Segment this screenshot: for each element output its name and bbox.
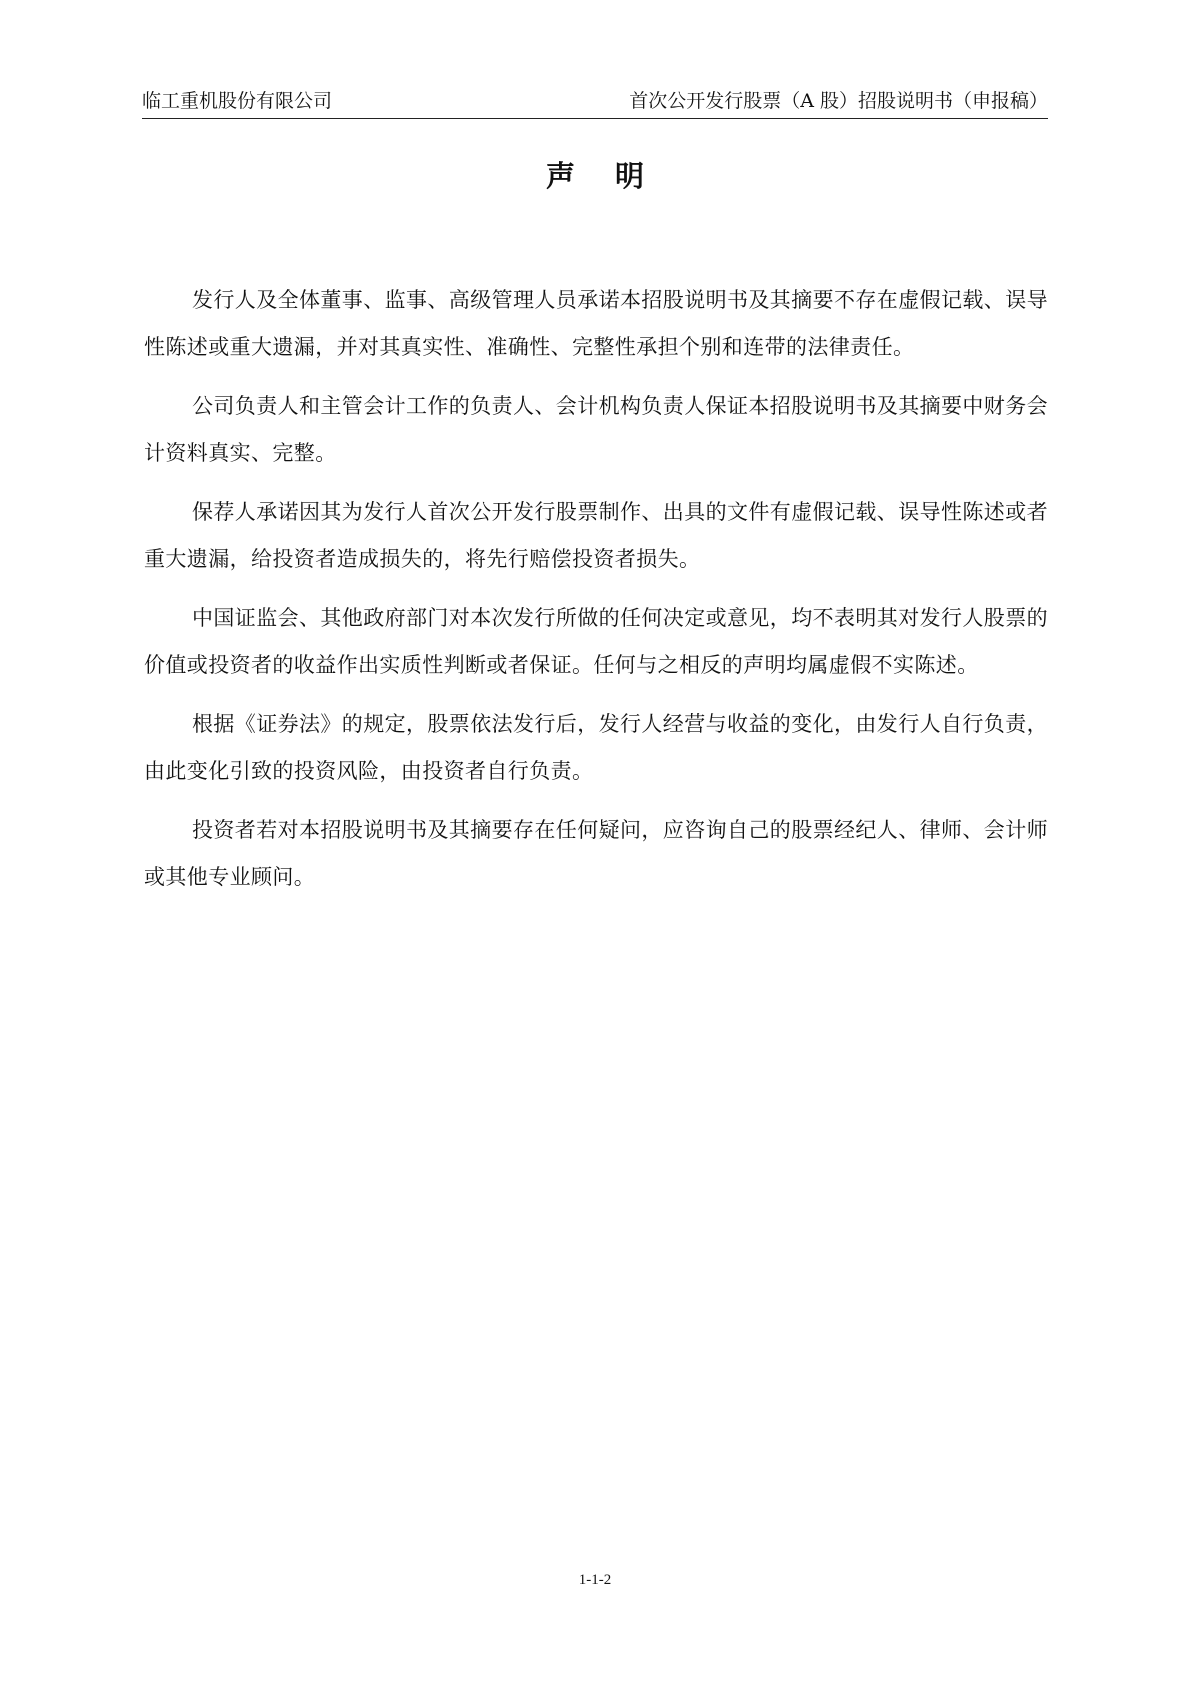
header-company-name: 临工重机股份有限公司 <box>142 90 333 112</box>
page-number: 1-1-2 <box>578 1572 612 1588</box>
header-document-title: 首次公开发行股票（A 股）招股说明书（申报稿） <box>629 90 1048 112</box>
page-title-char-1: 声 <box>545 159 575 193</box>
paragraph-investor-advice: 投资者若对本招股说明书及其摘要存在任何疑问，应咨询自己的股票经纪人、律师、会计师或其他专业顾问。 <box>144 818 1048 889</box>
page-header <box>142 84 1048 119</box>
page-title <box>0 156 1190 196</box>
paragraph-securities-law: 根据《证券法》的规定，股票依法发行后，发行人经营与收益的变化，由发行人自行负责，由此变化引致的投资风险，由投资者自行负责。 <box>144 712 1048 783</box>
declaration-body <box>144 277 1048 913</box>
paragraph-regulator-disclaimer: 中国证监会、其他政府部门对本次发行所做的任何决定或意见，均不表明其对发行人股票的价值或投资者的收益作出实质性判断或者保证。任何与之相反的声明均属虚假不实陈述。 <box>144 606 1048 677</box>
paragraph-issuer-commitment: 发行人及全体董事、监事、高级管理人员承诺本招股说明书及其摘要不存在虚假记载、误导性陈述或重大遗漏，并对其真实性、准确性、完整性承担个别和连带的法律责任。 <box>144 288 1048 359</box>
page-title-char-2: 明 <box>615 159 645 193</box>
paragraph-sponsor-commitment: 保荐人承诺因其为发行人首次公开发行股票制作、出具的文件有虚假记载、误导性陈述或者重大遗漏，给投资者造成损失的，将先行赔偿投资者损失。 <box>144 500 1048 571</box>
paragraph-financial-accuracy: 公司负责人和主管会计工作的负责人、会计机构负责人保证本招股说明书及其摘要中财务会计资料真实、完整。 <box>144 394 1048 465</box>
